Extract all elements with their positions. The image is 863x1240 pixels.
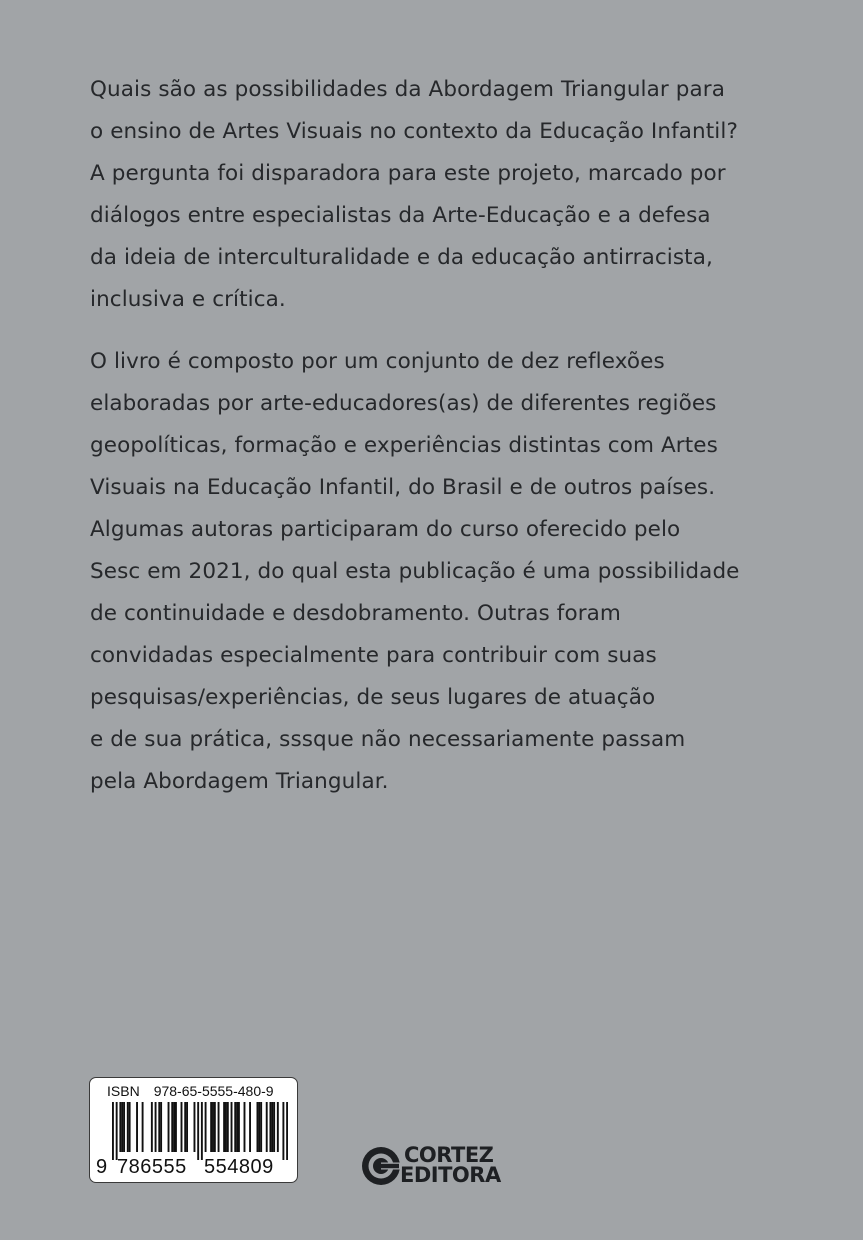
text-line: da ideia de interculturalidade e da educação antirracista,	[90, 245, 713, 270]
barcode-bar	[136, 1102, 138, 1152]
text-line: Quais são as possibilidades da Abordagem Triangular para	[90, 77, 726, 102]
text-line: pela Abordagem Triangular.	[90, 769, 389, 794]
barcode-bar	[249, 1102, 251, 1152]
barcode-bar	[271, 1102, 273, 1152]
text-line: O livro é composto por um conjunto de dez reflexões	[90, 349, 665, 374]
barcode-bar	[171, 1102, 173, 1152]
isbn-number: 978-65-5555-480-9	[153, 1083, 274, 1099]
barcode-bar	[119, 1102, 121, 1152]
barcode-bar	[225, 1102, 227, 1152]
text-line: elaboradas por arte-educadores(as) de diferentes regiões	[90, 391, 717, 416]
publisher-name-top: CORTEZ	[404, 1143, 494, 1167]
barcode-bar	[218, 1102, 220, 1152]
barcode-bar	[258, 1102, 260, 1152]
barcode-bars	[112, 1102, 288, 1160]
text-line: de continuidade e desdobramento. Outras foram	[90, 601, 621, 626]
barcode-bar	[223, 1102, 225, 1152]
barcode-bar	[244, 1102, 246, 1152]
text-line: geopolíticas, formação e experiências distintas com Artes	[90, 433, 718, 458]
barcode-bar	[277, 1102, 279, 1152]
barcode-bar	[194, 1102, 196, 1152]
barcode-bar	[151, 1102, 153, 1152]
barcode-guard-bar	[197, 1102, 199, 1160]
isbn-label: ISBN	[107, 1083, 140, 1099]
barcode-bar	[210, 1102, 212, 1152]
barcode-guard-bar	[201, 1102, 203, 1160]
text-line: pesquisas/experiências, de seus lugares de atuação	[90, 685, 656, 710]
barcode-bar	[227, 1102, 229, 1152]
text-line: e de sua prática, sssque não necessariamente passam	[90, 727, 686, 752]
barcode-bar	[269, 1102, 271, 1152]
barcode-bar	[205, 1102, 207, 1152]
barcode-bar	[175, 1102, 177, 1152]
barcode-bar	[129, 1102, 131, 1152]
barcode-bar	[236, 1102, 238, 1152]
barcode-guard-bar	[282, 1102, 284, 1160]
barcode-bar	[234, 1102, 236, 1152]
text-line: Algumas autoras participaram do curso oferecido pelo	[90, 517, 681, 542]
barcode-bar	[127, 1102, 129, 1152]
barcode-digits-left: 786555	[117, 1156, 187, 1178]
text-line: convidadas especialmente para contribuir com suas	[90, 643, 657, 668]
barcode-bar	[260, 1102, 262, 1152]
barcode-digits-right: 554809	[204, 1156, 274, 1178]
barcode-bar	[181, 1102, 183, 1152]
cortez-logo-mark-icon	[360, 1141, 404, 1189]
text-line: o ensino de Artes Visuais no contexto da Educação Infantil?	[90, 119, 738, 144]
barcode-bar	[168, 1102, 170, 1152]
intro-paragraph	[90, 69, 780, 321]
barcode-bar	[212, 1102, 214, 1152]
barcode-bar	[160, 1102, 162, 1152]
text-line: diálogos entre especialistas da Arte-Educação e a defesa	[90, 203, 711, 228]
barcode-bar	[266, 1102, 268, 1152]
barcode-bar	[121, 1102, 123, 1152]
text-line: Visuais na Educação Infantil, do Brasil e de outros países.	[90, 475, 716, 500]
barcode-bar	[158, 1102, 160, 1152]
barcode-bar	[123, 1102, 125, 1152]
text-line: Sesc em 2021, do qual esta publicação é uma possibilidade	[90, 559, 740, 584]
text-line: inclusiva e crítica.	[90, 287, 286, 312]
barcode-bar	[173, 1102, 175, 1152]
barcode-bar	[155, 1102, 157, 1152]
barcode-bar	[231, 1102, 233, 1152]
barcode-bar	[238, 1102, 240, 1152]
barcode-bar	[273, 1102, 275, 1152]
text-line: A pergunta foi disparadora para este projeto, marcado por	[90, 161, 726, 186]
barcode-bar	[186, 1102, 188, 1152]
isbn-barcode-box	[89, 1077, 298, 1183]
barcode-bar	[214, 1102, 216, 1152]
isbn-line	[107, 1083, 274, 1099]
barcode-bar	[184, 1102, 186, 1152]
barcode-bar	[142, 1102, 144, 1152]
cortez-editora-logo	[360, 1141, 502, 1189]
barcode-bar	[257, 1102, 259, 1152]
barcode-digit-first: 9	[96, 1156, 108, 1178]
barcode-guard-bar	[286, 1102, 288, 1160]
publisher-name-bottom: EDITORA	[400, 1163, 501, 1187]
barcode-guard-bar	[112, 1102, 114, 1160]
description-paragraph	[90, 341, 780, 803]
barcode-guard-bar	[116, 1102, 118, 1160]
